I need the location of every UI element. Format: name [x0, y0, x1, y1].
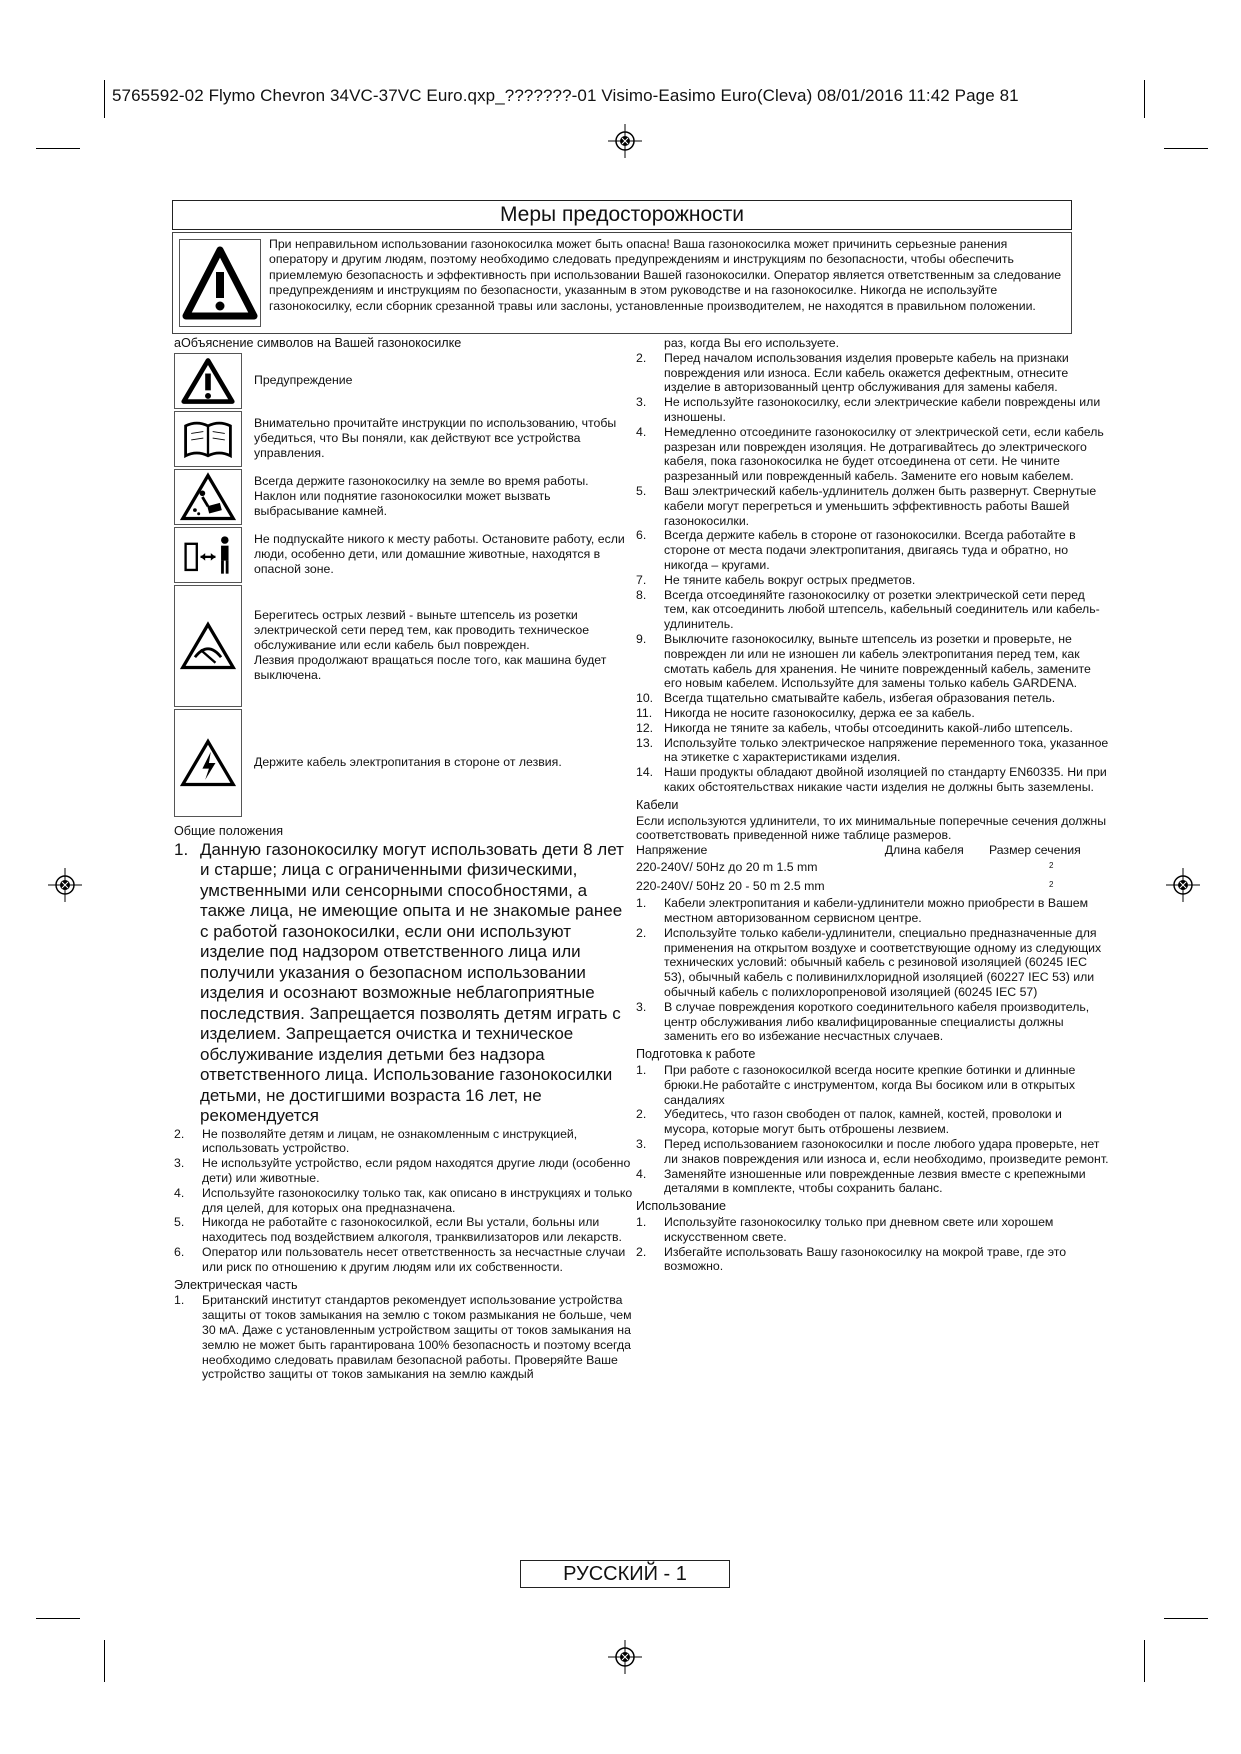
- list-number: 2.: [636, 350, 647, 365]
- symbol-row: [174, 468, 634, 526]
- cables-intro: Если используются удлинители, то их минимальные поперечные сечения должны соответствовать приведенной ниже таблице размеров.: [636, 813, 1107, 843]
- list-text: Не используйте газонокосилку, если электрические кабели повреждены или изношены.: [664, 395, 1101, 424]
- table-cell: 2.5 mm: [783, 879, 825, 894]
- list-number: 2.: [174, 1126, 185, 1141]
- symbol-text: Предупреждение: [254, 373, 353, 388]
- list-text: Выключите газонокосилку, выньте штепсель из розетки и проверьте, не поврежден ли или не изношен ли кабель электропитания перед тем, как смотать кабель для хранения. Не чините поврежденный кабель, замените его новым кабелем. Используйте для замены только кабель GARDENA.: [664, 631, 1091, 691]
- list-text: Всегда отсоединяйте газонокосилку от розетки электрической сети перед тем, как отсоединить любой штепсель, кабельный соединитель или кабель-удлинитель.: [664, 587, 1100, 632]
- list-text: Заменяйте изношенные или поврежденные лезвия вместе с крепежными деталями в комплекте, чтобы сохранить баланс.: [664, 1166, 1086, 1196]
- list-item: [636, 632, 1110, 691]
- list-text: Используйте газонокосилку только при дневном свете или хорошем искусственном свете.: [664, 1215, 1054, 1244]
- crop-mark: [1144, 1640, 1145, 1682]
- crop-mark: [104, 1640, 105, 1682]
- list-item: [636, 1167, 1110, 1197]
- electric-heading: Электрическая часть: [174, 1277, 298, 1292]
- list-text: Не позволяйте детям и лицам, не ознакомленным с инструкцией, использовать устройство.: [202, 1126, 578, 1156]
- list-text: При работе с газонокосилкой всегда носите крепкие ботинки и длинные брюки.Не работайте с инструментом, когда Вы босиком или в открытых сандалиях: [664, 1063, 1076, 1107]
- table-cell-superscript: 2: [1048, 880, 1054, 890]
- list-item: [636, 573, 1110, 588]
- cables-list: [636, 896, 1110, 1044]
- list-item: [636, 484, 1110, 528]
- list-item: 1. Британский институт стандартов рекомендует использование устройства защиты от токов замыкания на землю с током размыкания не больше, чем 30 мА. Даже с установленным устройством защиты от токов замыкания на землю не может быть гарантирована 100% безопасность и поэтому всегда необходимо следовать правилам безопасной работы. Проверяйте Ваше устройство защиты от токов замыкания на землю каждый: [174, 1293, 634, 1382]
- cables-table: [636, 843, 1110, 896]
- intro-box: [172, 232, 1072, 334]
- symbol-row: [174, 352, 634, 410]
- list-text: Перед началом использования изделия проверьте кабель на признаки повреждения или износа. Если кабель окажется дефектным, отнесите изделие в авторизованный центр обслуживания для замены кабеля.: [664, 350, 1069, 395]
- list-text: Перед использованием газонокосилки и после любого удара проверьте, нет ли знаков повреждения или износа и, если необходимо, произведите ремонт.: [664, 1137, 1109, 1166]
- list-number: 3.: [174, 1156, 185, 1171]
- crop-mark: [36, 148, 80, 149]
- list-text: Не тяните кабель вокруг острых предметов.: [664, 572, 916, 587]
- table-cell: 220-240V/ 50Hz: [636, 879, 725, 894]
- list-number: 3.: [636, 395, 647, 410]
- symbol-row: [174, 708, 634, 818]
- registration-mark-icon: [48, 868, 82, 902]
- list-item: [636, 1215, 1110, 1245]
- list-number: 11.: [636, 705, 653, 720]
- registration-mark-icon: [608, 1640, 642, 1674]
- list-item: [636, 691, 1110, 706]
- list-number: 9.: [636, 631, 647, 646]
- list-item: [636, 395, 1110, 425]
- prep-list: [636, 1063, 1110, 1196]
- list-item: [636, 1245, 1110, 1275]
- list-item: [636, 336, 1110, 351]
- list-item: [636, 1063, 1110, 1107]
- list-number: 4.: [174, 1185, 185, 1200]
- use-list: [636, 1215, 1110, 1274]
- list-text: Используйте только кабели-удлинители, специально предназначенные для применения на открытом воздухе и соответствующие одному из следующих технических условий: обычный кабель с резиновой изоляцией (60245 IEC 53), обычный кабель с поливинилхлоридной изоляцией (60227 IEC 53) или обычный кабель с полихлоропреновой изоляцией (60245 IEC 57): [664, 925, 1102, 1000]
- cables-heading: Кабели: [636, 797, 679, 812]
- page-footer: РУССКИЙ - 1: [520, 1560, 730, 1588]
- table-cell: до 20 m: [728, 860, 774, 875]
- prep-heading: Подготовка к работе: [636, 1047, 756, 1062]
- list-item: [636, 706, 1110, 721]
- symbol-text: Берегитесь острых лезвий - выньте штепсель из розетки электрической сети перед тем, как проводить техническое обслуживание или если кабель был поврежден. Лезвия продолжают вращаться после того, как машина будет выключена.: [254, 608, 607, 683]
- list-item: [636, 1137, 1110, 1167]
- list-item: [636, 896, 1110, 926]
- list-number: 1.: [636, 896, 647, 911]
- list-item: [174, 1245, 634, 1275]
- warning-triangle-icon: [179, 239, 261, 327]
- right-column: [636, 336, 1110, 1274]
- list-text: Никогда не работайте с газонокосилкой, если Вы устали, больны или находитесь под воздействием алкоголя, транквилизаторов или лекарств.: [202, 1215, 622, 1245]
- list-text: Не используйте устройство, если рядом находятся другие люди (особенно дети) или животные.: [202, 1156, 631, 1185]
- symbol-row: [174, 526, 634, 584]
- registration-mark-icon: [608, 124, 642, 158]
- general-list: [174, 1127, 634, 1275]
- keep-distance-icon: [174, 527, 242, 583]
- crop-mark: [1164, 148, 1208, 149]
- general-heading: Общие положения: [174, 823, 284, 838]
- list-item: [636, 765, 1110, 795]
- list-item: [636, 351, 1110, 395]
- crop-mark: [1144, 80, 1145, 118]
- list-item: [636, 926, 1110, 1000]
- list-number: 2.: [636, 1244, 647, 1259]
- list-text: В случае повреждения короткого соединительного кабеля производитель, центр обслуживания либо квалифицированные специалисты должны заменить его во избежание несчастных случаев.: [664, 999, 1090, 1044]
- table-row: [636, 877, 1110, 896]
- list-item: [636, 721, 1110, 736]
- sharp-blade-icon: [174, 585, 242, 707]
- crop-mark: [36, 1618, 80, 1619]
- list-number: 7.: [636, 572, 647, 587]
- list-item: [636, 736, 1110, 766]
- list-number: 1.: [636, 1215, 647, 1230]
- list-number: 8.: [636, 587, 647, 602]
- list-item: [636, 588, 1110, 632]
- list-text: Оператор или пользователь несет ответственность за несчастные случаи или риск по отношению к другим людям или их собственности.: [202, 1244, 626, 1274]
- electric-hazard-icon: [174, 709, 242, 817]
- list-text: Никогда не носите газонокосилку, держа ее за кабель.: [664, 705, 975, 720]
- crop-mark: [104, 80, 105, 118]
- symbols-heading: аОбъяснение символов на Вашей газонокосилке: [174, 336, 462, 350]
- list-text: Избегайте использовать Вашу газонокосилку на мокрой траве, где это возможно.: [664, 1244, 1067, 1274]
- left-column: [174, 336, 634, 1382]
- table-row: [636, 858, 1110, 877]
- list-item: [636, 425, 1110, 484]
- list-item: [174, 1127, 634, 1157]
- symbol-row: [174, 584, 634, 708]
- list-item: [636, 1107, 1110, 1137]
- list-text: Всегда держите кабель в стороне от газонокосилки. Всегда работайте в стороне от места подачи электропитания, двигаясь туда и обратно, но никогда – кругами.: [664, 528, 1076, 572]
- list-text: Всегда тщательно сматывайте кабель, избегая образования петель.: [664, 691, 1056, 706]
- list-item: 1. Данную газонокосилку могут использовать дети 8 лет и старше; лица с ограниченными физическими, умственными или сенсорными способностями, а также лица, не имеющие опыта и не знакомые ранее с работой газонокосилки, если они используют изделие под надзором ответственного лица или получили указания о безопасном использовании изделия и осознают возможные неблагоприятные последствия. Запрещается позволять детям играть с изделием. Запрещается очистка и техническое обслуживание изделия детьми без надзора ответственного лица. Использование газонокосилки детьми, не достигшими возраста 16 лет, не рекомендуется: [174, 840, 634, 1127]
- electric-item-1: Британский институт стандартов рекомендует использование устройства защиты от токов замыкания на землю с током размыкания не больше, чем 30 мА. Даже с установленным устройством защиты от токов замыкания на землю не может быть гарантирована 100% безопасность и поэтому всегда необходимо следовать правилам безопасной работы. Проверяйте Ваше устройство защиты от токов замыкания на землю каждый: [202, 1293, 632, 1382]
- table-header: Напряжение: [636, 843, 708, 858]
- list-number: 5.: [636, 483, 647, 498]
- symbol-text: Всегда держите газонокосилку на земле во время работы. Наклон или поднятие газонокосилки может вызвать выбрасывание камней.: [254, 474, 589, 519]
- table-cell-superscript: 2: [1048, 861, 1054, 871]
- table-cell: 1.5 mm: [776, 860, 818, 875]
- crop-mark: [1164, 1618, 1208, 1619]
- print-slug: 5765592-02 Flymo Chevron 34VC-37VC Euro.qxp_???????-01 Visimo-Easimo Euro(Cleva) 08/01/2016 11:42 Page 81: [112, 86, 1019, 105]
- list-text: Кабели электропитания и кабели-удлинители можно приобрести в Вашем местном авторизованном сервисном центре.: [664, 896, 1089, 926]
- symbol-row: [174, 410, 634, 468]
- list-text: Ваш электрический кабель-удлинитель должен быть развернут. Свернутые кабели могут перегреться и уменьшить эффективность работы Вашей газонокосилки.: [664, 483, 1097, 528]
- general-item-1: Данную газонокосилку могут использовать дети 8 лет и старше; лица с ограниченными физическими, умственными или сенсорными способностями, а также лица, не имеющие опыта и не знакомые ранее с работой газонокосилки, если они используют изделие под надзором ответственного лица или получили указания о безопасном использовании изделия и осознают возможные неблагоприятные последствия. Запрещается позволять детям играть с изделием. Запрещается очистка и техническое обслуживание изделия детьми без надзора ответственного лица. Использование газонокосилки детьми, не достигшими возраста 16 лет, не рекомендуется: [200, 839, 624, 1126]
- use-heading: Использование: [636, 1199, 726, 1214]
- list-item: [636, 528, 1110, 572]
- list-number: 5.: [174, 1215, 185, 1230]
- list-text: Используйте только электрическое напряжение переменного тока, указанное на этикетке с характеристиками изделия.: [664, 735, 1109, 765]
- list-number: 13.: [636, 735, 654, 750]
- list-number: 14.: [636, 765, 654, 780]
- list-text: Убедитесь, что газон свободен от палок, камней, костей, проволоки и мусора, которые могут быть отброшены лезвием.: [664, 1107, 1062, 1137]
- list-number: 2.: [636, 1107, 647, 1122]
- list-number: 3.: [636, 1137, 647, 1152]
- electric-item-1-cont: раз, когда Вы его используете.: [664, 336, 840, 350]
- read-manual-icon: [174, 411, 242, 467]
- symbol-text: Держите кабель электропитания в стороне от лезвия.: [254, 755, 562, 770]
- list-number: 4.: [636, 1166, 647, 1181]
- list-text: Используйте газонокосилку только так, как описано в инструкциях и только для целей, для которых она предназначена.: [202, 1185, 633, 1215]
- table-header: Размер сечения: [988, 843, 1081, 858]
- list-number: 2.: [636, 925, 647, 940]
- list-item: [174, 1186, 634, 1216]
- electric-list: [636, 351, 1110, 795]
- list-text: Никогда не тяните за кабель, чтобы отсоединить какой-либо штепсель.: [664, 720, 1073, 735]
- symbol-text: Не подпускайте никого к месту работы. Остановите работу, если люди, особенно дети, или домашние животные, находятся в опасной зоне.: [254, 532, 625, 577]
- list-text: Наши продукты обладают двойной изоляцией по стандарту EN60335. Ни при каких обстоятельствах никакие части изделия не должны быть заземлены.: [664, 765, 1107, 794]
- table-cell: 20 - 50 m: [728, 879, 781, 894]
- list-item: [636, 1000, 1110, 1044]
- intro-text: При неправильном использовании газонокосилка может быть опасна! Ваша газонокосилка может причинить серьезные ранения оператору и другим людям, поэтому необходимо следовать предупреждениям и инструкциям по безопасности, чтобы обеспечить приемлемую безопасность и эффективность при использовании Вашей газонокосилки. Оператор является ответственным за следование предупреждениям и инструкциям по безопасности, указанным в этом руководстве и на газонокосилке. Никогда не используйте газонокосилку, если сборник срезанной травы или заслоны, установленные производителем, не находятся в правильном положении.: [269, 237, 1062, 313]
- table-cell: 220-240V/ 50Hz: [636, 860, 725, 875]
- symbol-text: Внимательно прочитайте инструкции по использованию, чтобы убедиться, что Вы поняли, как действуют все устройства управления.: [254, 416, 617, 461]
- table-header-row: [636, 843, 1110, 858]
- list-number: 10.: [636, 691, 654, 706]
- page-title: Меры предосторожности: [172, 200, 1072, 230]
- list-number: 3.: [636, 999, 647, 1014]
- tilt-hazard-icon: [174, 469, 242, 525]
- symbols-list: [174, 352, 634, 818]
- list-item: [174, 1215, 634, 1245]
- list-number: 6.: [636, 528, 647, 543]
- list-number: 12.: [636, 720, 654, 735]
- registration-mark-icon: [1166, 868, 1200, 902]
- warning-triangle-icon: [174, 353, 242, 409]
- list-number: 1.: [636, 1063, 647, 1078]
- list-text: Немедленно отсоедините газонокосилку от электрической сети, если кабель разрезан или поврежден изоляция. Не дотрагивайтесь до электрического кабеля, пока газонокосилка не будет отсоединена от сети. Не чините разрезанный или поврежденный кабель. Замените его новым кабелем.: [664, 424, 1104, 484]
- list-number: 4.: [636, 424, 647, 439]
- table-header: Длина кабеля: [884, 843, 964, 858]
- list-item: [174, 1156, 634, 1186]
- list-number: 6.: [174, 1244, 185, 1259]
